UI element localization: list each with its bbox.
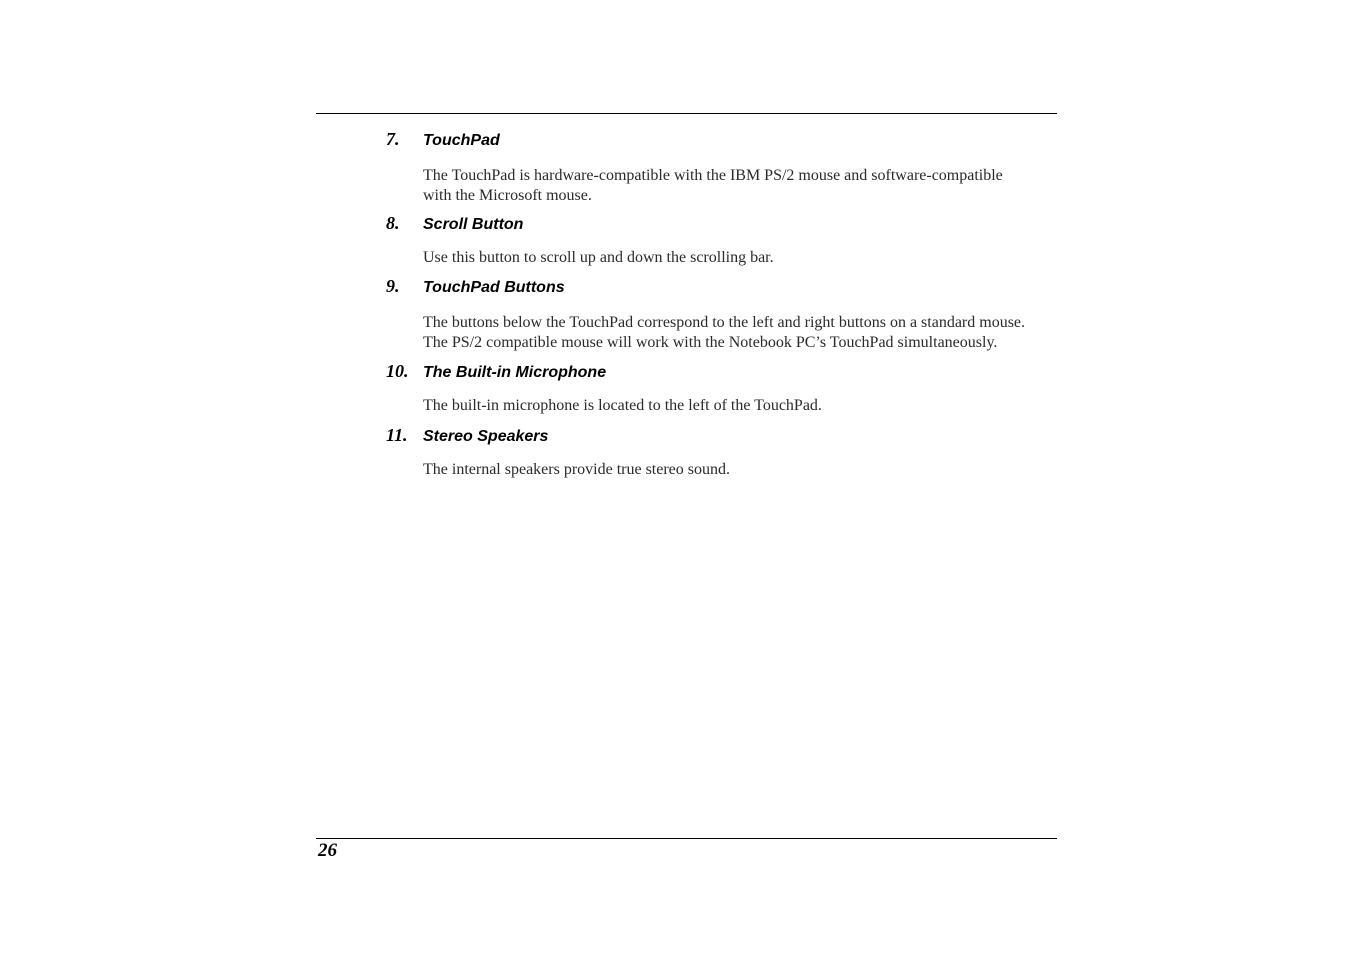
section-stereo-speakers	[386, 424, 1046, 480]
section-body: The TouchPad is hardware-compatible with the IBM PS/2 mouse and software-compatible with the Microsoft mouse.	[423, 167, 1003, 204]
section-title: Scroll Button	[423, 216, 524, 233]
header-rule	[316, 113, 1057, 114]
section-body: The buttons below the TouchPad correspond to the left and right buttons on a standard mouse. The PS/2 compatible mouse will work with the Notebook PC’s TouchPad simultaneously.	[423, 314, 1026, 351]
section-number: 8.	[386, 213, 400, 233]
section-title: TouchPad	[423, 132, 500, 149]
section-body: The internal speakers provide true stereo sound.	[423, 461, 731, 478]
section-heading	[386, 360, 1046, 382]
section-heading	[386, 275, 1046, 297]
section-heading	[386, 424, 1046, 446]
section-title: TouchPad Buttons	[423, 279, 565, 296]
section-body: Use this button to scroll up and down the scrolling bar.	[423, 249, 774, 266]
section-title: Stereo Speakers	[423, 428, 549, 445]
section-title: The Built-in Microphone	[423, 364, 607, 381]
footer-rule	[316, 838, 1057, 839]
section-touchpad	[386, 128, 1046, 206]
section-body: The built-in microphone is located to the left of the TouchPad.	[423, 397, 822, 414]
section-heading	[386, 212, 1046, 234]
section-number: 11.	[386, 425, 408, 445]
section-number: 9.	[386, 276, 400, 296]
section-scroll-button	[386, 212, 1046, 268]
section-touchpad-buttons	[386, 275, 1046, 353]
section-number: 10.	[386, 361, 409, 381]
section-built-in-microphone	[386, 360, 1046, 416]
section-heading	[386, 128, 1046, 150]
section-number: 7.	[386, 129, 400, 149]
page-content	[386, 128, 1046, 480]
page-number: 26	[318, 840, 337, 861]
